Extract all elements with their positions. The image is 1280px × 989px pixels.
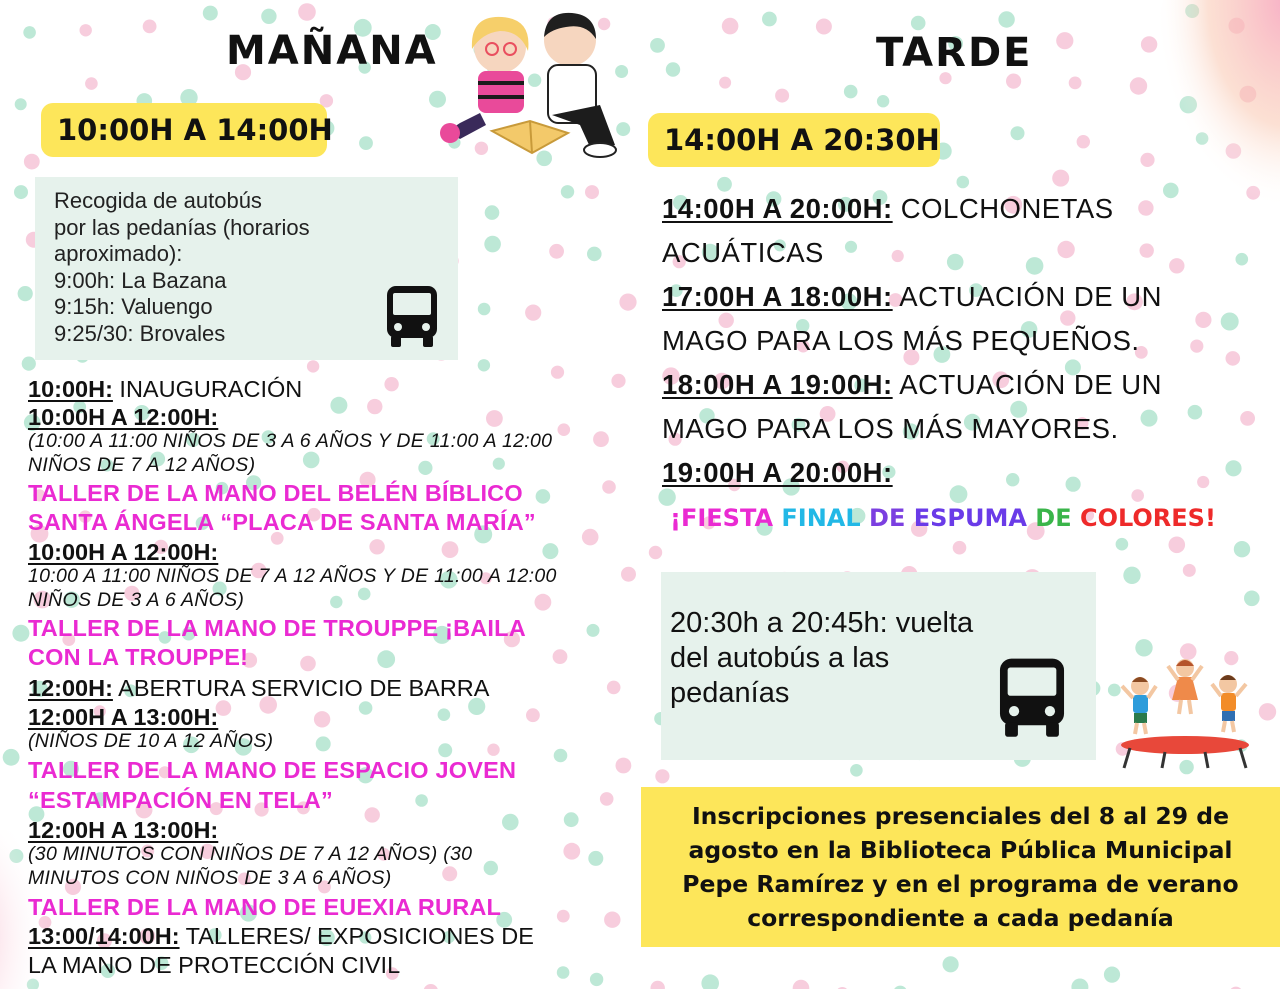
decorative-dot	[775, 89, 789, 103]
decorative-dot	[1195, 312, 1211, 328]
decorative-dot	[762, 12, 777, 27]
registration-line: Inscripciones presenciales del 8 al 29 de	[691, 802, 1230, 830]
afternoon-title: TARDE	[876, 30, 1033, 76]
activity-text: TALLERES/ EXPOSICIONES DE	[179, 923, 534, 949]
time-label: 10:00H A 12:00H:	[28, 539, 219, 565]
fiesta-word: FINAL	[781, 504, 870, 532]
decorative-dot	[587, 247, 602, 262]
decorative-dot	[650, 38, 665, 53]
bus-pickup-line: Recogida de autobús	[54, 188, 262, 213]
decorative-dot	[957, 176, 970, 189]
decorative-dot	[943, 956, 959, 972]
decorative-dot	[557, 966, 570, 979]
decorative-dot	[298, 3, 316, 21]
schedule-item	[28, 819, 557, 845]
decorative-dot	[261, 9, 276, 24]
bus-return-box	[661, 572, 1096, 760]
schedule-item	[662, 369, 1162, 413]
decorative-dot	[1225, 460, 1241, 476]
decorative-dot	[203, 6, 218, 21]
afternoon-schedule	[662, 193, 1162, 501]
decorative-dot	[359, 136, 373, 150]
activity-text: COLCHONETAS	[892, 193, 1114, 224]
decorative-dot	[18, 286, 33, 301]
decorative-dot	[1116, 538, 1129, 551]
fiesta-word: DE	[1035, 504, 1080, 532]
schedule-item	[662, 281, 1162, 325]
activity-text: ACTUACIÓN DE UN	[892, 369, 1162, 400]
kids-reading-illustration	[440, 5, 630, 165]
decorative-dot	[1056, 32, 1073, 49]
decorative-dot	[998, 11, 1014, 27]
age-note: NIÑOS DE 3 A 6 AÑOS)	[28, 589, 245, 611]
time-label: 18:00H A 19:00H:	[662, 369, 893, 400]
decorative-dot	[1240, 411, 1255, 426]
decorative-dot	[655, 769, 669, 783]
fiesta-word: ESPUMA	[913, 504, 1036, 532]
decorative-dot	[1244, 591, 1260, 607]
schedule-item	[662, 457, 1162, 501]
decorative-dot	[600, 792, 614, 806]
decorative-dot	[24, 154, 40, 170]
decorative-dot	[1169, 537, 1186, 554]
decorative-dot	[1183, 564, 1196, 577]
schedule-item	[28, 677, 557, 706]
decorative-dot	[525, 305, 541, 321]
workshop-title: CON LA TROUPPE!	[28, 644, 249, 670]
decorative-dot	[307, 360, 319, 372]
decorative-dot	[561, 185, 574, 198]
schedule-item	[28, 406, 557, 432]
fiesta-word: COLORES!	[1079, 504, 1216, 532]
schedule-item	[28, 378, 557, 406]
decorative-dot	[1130, 77, 1147, 94]
decorative-dot	[563, 843, 580, 860]
decorative-dot	[719, 77, 731, 89]
decorative-dot	[15, 98, 27, 110]
decorative-dot	[611, 374, 625, 388]
decorative-dot	[602, 480, 616, 494]
decorative-dot	[1197, 476, 1209, 488]
decorative-dot	[616, 758, 632, 774]
bus-return-line: 20:30h a 20:45h: vuelta	[670, 607, 974, 639]
decorative-dot	[551, 366, 564, 379]
bus-pickup-line: aproximado):	[54, 241, 183, 266]
decorative-dot	[587, 624, 600, 637]
bus-pickup-line: 9:25/30: Brovales	[54, 320, 226, 346]
schedule-item	[662, 193, 1162, 237]
decorative-dot	[877, 95, 889, 107]
afternoon-hours-badge: 14:00H A 20:30H	[648, 113, 940, 167]
decorative-dot	[1052, 170, 1069, 187]
decorative-dot	[557, 910, 570, 923]
decorative-dot	[14, 185, 28, 199]
workshop-title: TALLER DE LA MANO DE EUEXIA RURAL	[28, 894, 502, 920]
time-label: 12:00H A 13:00H:	[28, 704, 219, 730]
decorative-dot	[717, 177, 732, 192]
foam-party-banner	[670, 504, 1216, 532]
decorative-dot	[816, 19, 832, 35]
fiesta-word: ¡FIESTA	[670, 504, 782, 532]
decorative-dot	[1077, 135, 1090, 148]
workshop-title: TALLER DE LA MANO DE TROUPPE ¡BAILA	[28, 615, 526, 641]
activity-text: MAGO PARA LOS MÁS PEQUEÑOS.	[662, 325, 1140, 356]
decorative-dot	[3, 749, 20, 766]
schedule-item	[28, 541, 557, 567]
decorative-dot	[1236, 253, 1249, 266]
decorative-dot	[911, 16, 926, 31]
bus-icon	[385, 284, 439, 348]
decorative-dot	[1190, 340, 1203, 353]
age-note: 10:00 A 11:00 NIÑOS DE 7 A 12 AÑOS Y DE 11:00 A 12:00	[28, 565, 557, 587]
decorative-dot	[593, 431, 609, 447]
registration-line: agosto en la Biblioteca Pública Municipal	[688, 836, 1233, 864]
decorative-dot	[621, 567, 636, 582]
decorative-dot	[588, 851, 603, 866]
activity-text: LA MANO DE PROTECCIÓN CIVIL	[28, 952, 401, 978]
decorative-dot	[1071, 979, 1088, 989]
registration-line: correspondiente a cada pedanía	[747, 904, 1174, 932]
trampoline-kids-illustration	[1110, 648, 1260, 773]
morning-title: MAÑANA	[226, 28, 438, 74]
time-label: 13:00/14:00H:	[28, 923, 180, 949]
activity-text: INAUGURACIÓN	[112, 376, 303, 402]
decorative-dot	[478, 359, 490, 371]
decorative-dot	[1226, 351, 1241, 366]
decorative-dot	[649, 546, 662, 559]
decorative-dot	[953, 541, 967, 555]
schedule-item	[28, 706, 557, 732]
decorative-dot	[619, 294, 636, 311]
decorative-dot	[23, 26, 36, 39]
fiesta-word: DE	[869, 504, 914, 532]
decorative-dot	[604, 912, 620, 928]
workshop-title: TALLER DE LA MANO DEL BELÉN BÍBLICO	[28, 480, 523, 506]
decorative-dot	[666, 62, 680, 76]
decorative-dot	[12, 625, 29, 642]
workshop-title: SANTA ÁNGELA “PLACA DE SANTA MARÍA”	[28, 509, 536, 535]
time-label: 14:00H A 20:00H:	[662, 193, 893, 224]
decorative-dot	[590, 973, 603, 986]
decorative-dot	[1234, 541, 1250, 557]
decorative-dot	[1169, 258, 1184, 273]
age-note: (NIÑOS DE 10 A 12 AÑOS)	[28, 730, 274, 752]
age-note: MINUTOS CON NIÑOS DE 3 A 6 AÑOS)	[28, 867, 392, 889]
decorative-dot	[893, 986, 907, 989]
activity-text: ABERTURA SERVICIO DE BARRA	[112, 675, 490, 701]
decorative-dot	[564, 812, 579, 827]
schedule-item	[28, 925, 557, 954]
workshop-title: TALLER DE LA MANO DE ESPACIO JOVEN	[28, 757, 517, 783]
time-label: 10:00H A 12:00H:	[28, 404, 219, 430]
bus-return-line: del autobús a las	[670, 642, 890, 674]
registration-line: Pepe Ramírez y en el programa de verano	[682, 870, 1239, 898]
decorative-dot	[844, 85, 858, 99]
decorative-dot	[1104, 967, 1120, 983]
age-note: (30 MINUTOS CON NIÑOS DE 7 A 12 AÑOS) (30	[28, 843, 473, 865]
decorative-dot	[1069, 77, 1082, 90]
decorative-dot	[1188, 405, 1203, 420]
decorative-dot	[549, 244, 564, 259]
decorative-dot	[793, 980, 810, 989]
bus-pickup-line: por las pedanías (horarios	[54, 214, 310, 240]
time-label: 12:00H A 13:00H:	[28, 817, 219, 843]
bus-pickup-line: 9:00h: La Bazana	[54, 267, 227, 293]
time-label: 10:00H:	[28, 376, 113, 402]
glitter-blob-top-right	[1150, 0, 1280, 210]
decorative-dot	[22, 357, 36, 371]
decorative-dot	[651, 981, 665, 989]
decorative-dot	[485, 205, 500, 220]
decorative-dot	[1011, 126, 1025, 140]
decorative-dot	[722, 18, 739, 35]
workshop-title: “ESTAMPACIÓN EN TELA”	[28, 787, 333, 813]
age-note: NIÑOS DE 7 A 12 AÑOS)	[28, 454, 256, 476]
decorative-dot	[1221, 313, 1239, 331]
decorative-dot	[585, 185, 599, 199]
decorative-dot	[1123, 567, 1140, 584]
decorative-dot	[607, 681, 621, 695]
activity-text: ACUÁTICAS	[662, 237, 824, 268]
time-label: 12:00H:	[28, 675, 113, 701]
decorative-dot	[143, 20, 157, 34]
decorative-dot	[701, 974, 719, 989]
morning-hours-badge: 10:00H A 14:00H	[41, 103, 327, 157]
bus-return-line: pedanías	[670, 677, 790, 709]
time-label: 17:00H A 18:00H:	[662, 281, 893, 312]
decorative-dot	[850, 764, 863, 777]
age-note: (10:00 A 11:00 NIÑOS DE 3 A 6 AÑOS Y DE 11:00 A 12:00	[28, 430, 553, 452]
decorative-dot	[558, 423, 571, 436]
bus-icon	[997, 656, 1067, 738]
registration-box	[641, 787, 1280, 947]
activity-text: ACTUACIÓN DE UN	[892, 281, 1162, 312]
bus-pickup-line: 9:15h: Valuengo	[54, 294, 213, 319]
morning-schedule	[28, 378, 557, 982]
decorative-dot	[85, 77, 98, 90]
bus-pickup-box	[35, 177, 458, 360]
decorative-dot	[484, 236, 501, 253]
decorative-dot	[582, 529, 599, 546]
decorative-dot	[478, 303, 491, 316]
decorative-dot	[1259, 703, 1276, 720]
decorative-dot	[424, 984, 439, 989]
activity-text: MAGO PARA LOS MÁS MAYORES.	[662, 413, 1119, 444]
decorative-dot	[80, 24, 92, 36]
time-label: 19:00H A 20:00H:	[662, 457, 893, 488]
